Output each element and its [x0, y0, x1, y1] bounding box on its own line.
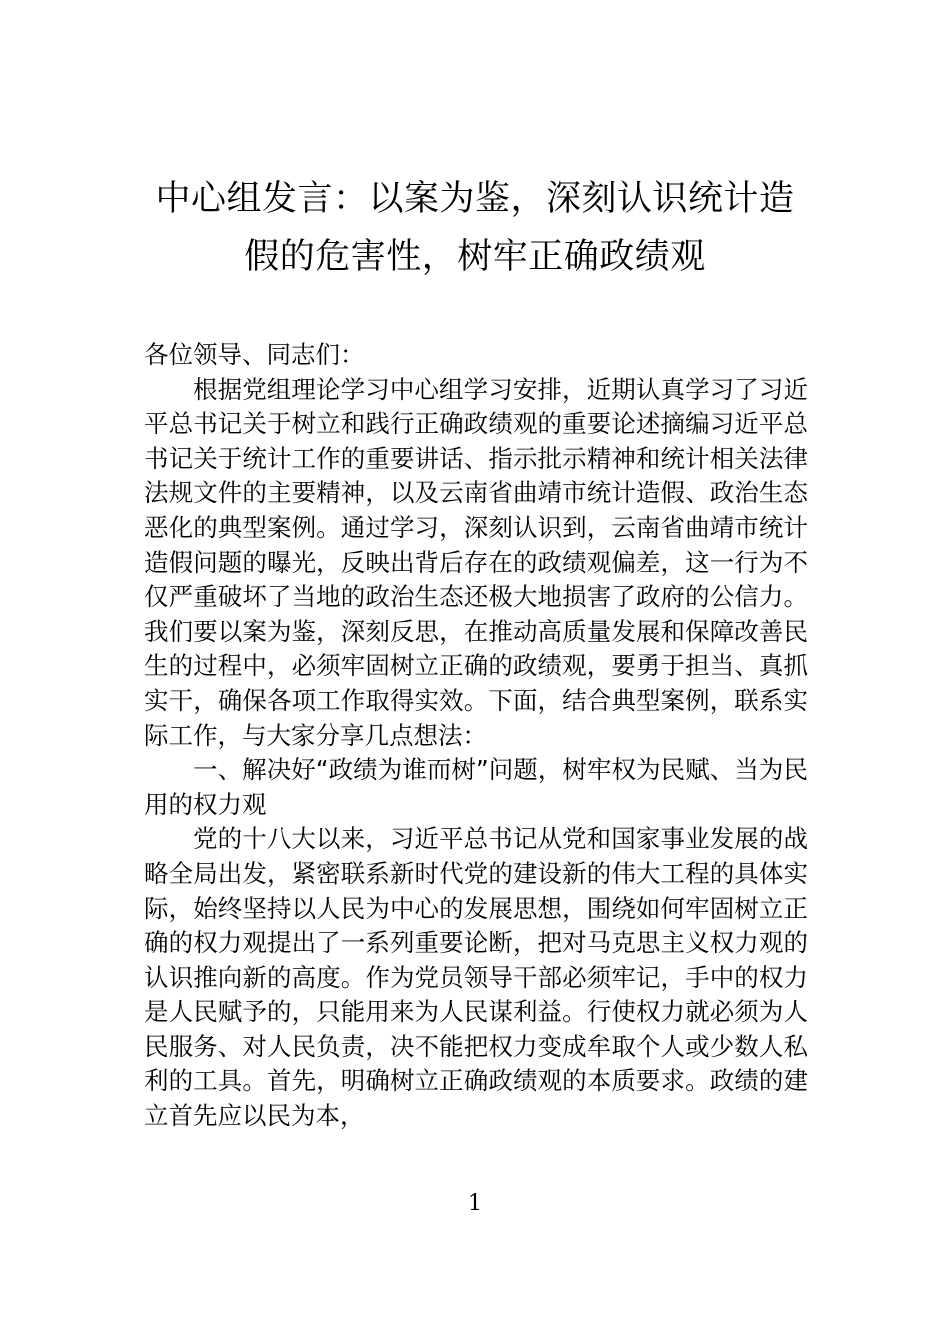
document-title — [140, 170, 810, 286]
paragraph-1: 根据党组理论学习中心组学习安排，近期认真学习了习近平总书记关于树立和践行正确政绩观的重要论述摘编习近平总书记关于统计工作的重要讲话、指示批示精神和统计相关法律法规文件的主要精神，以及云南省曲靖市统计造假、政治生态恶化的典型案例。通过学习，深刻认识到，云南省曲靖市统计造假问题的曝光，反映出背后存在的政绩观偏差，这一行为不仅严重破坏了当地的政治生态还极大地损害了政府的公信力。我们要以案为鉴，深刻反思，在推动高质量发展和保障改善民生的过程中，必须牢固树立正确的政绩观，要勇于担当、真抓实干，确保各项工作取得实效。下面，结合典型案例，联系实际工作，与大家分享几点想法： — [144, 374, 808, 750]
paragraph-2: 党的十八大以来，习近平总书记从党和国家事业发展的战略全局出发，紧密联系新时代党的建设新的伟大工程的具体实际，始终坚持以人民为中心的发展思想，围绕如何牢固树立正确的权力观提出了一系列重要论断，把对马克思主义权力观的认识推向新的高度。作为党员领导干部必须牢记，手中的权力是人民赋予的，只能用来为人民谋利益。行使权力就必须为人民服务、对人民负责，决不能把权力变成牟取个人或少数人私利的工具。首先，明确树立正确政绩观的本质要求。政绩的建立首先应以民为本， — [144, 824, 808, 1131]
document-body — [144, 338, 808, 1134]
section-heading-1: 一、解决好“政绩为谁而树”问题，树牢权为民赋、当为民用的权力观 — [144, 755, 808, 819]
page-number: 1 — [468, 1191, 482, 1216]
title-line-2: 假的危害性，树牢正确政绩观 — [244, 237, 706, 277]
salutation: 各位领导、同志们： — [144, 340, 365, 369]
title-line-1: 中心组发言：以案为鉴，深刻认识统计造 — [155, 179, 795, 219]
